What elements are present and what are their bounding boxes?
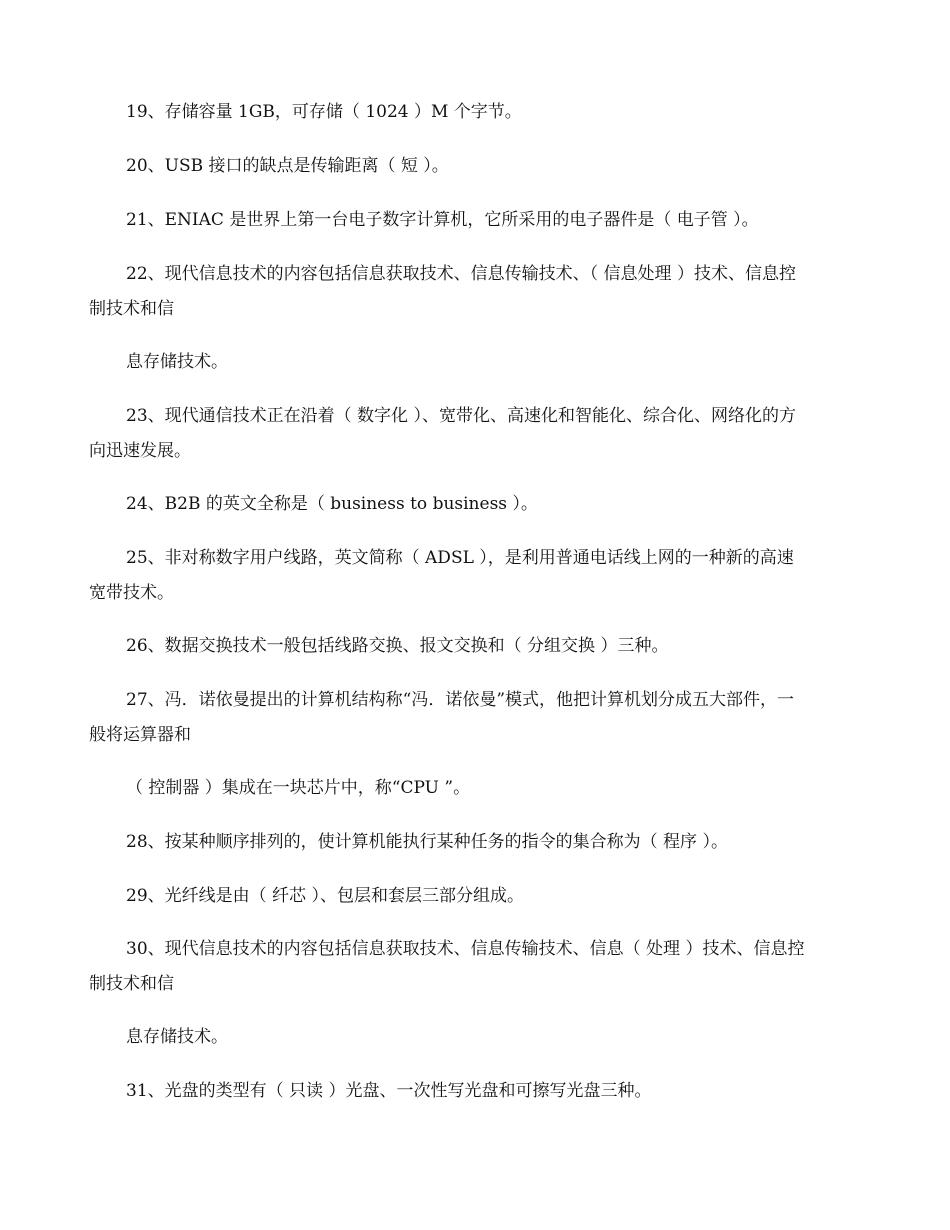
item-27-line-3: （ 控制器 ）集成在一块芯片中，称“CPU ”。 [126, 778, 471, 798]
item-29: 29、光纤线是由（ 纤芯 ）、包层和套层三部分组成。 [126, 886, 524, 906]
item-31: 31、光盘的类型有（ 只读 ）光盘、一次性写光盘和可擦写光盘三种。 [126, 1081, 652, 1101]
item-19: 19、存储容量 1GB，可存储（ 1024 ）M 个字节。 [126, 102, 522, 122]
item-24: 24、B2B 的英文全称是（ business to business ）。 [126, 494, 538, 514]
item-23-line-2: 向迅速发展。 [89, 441, 191, 461]
item-20: 20、USB 接口的缺点是传输距离（ 短 ）。 [126, 156, 449, 176]
item-22-line-3: 息存储技术。 [126, 352, 228, 372]
item-22-line-1: 22、现代信息技术的内容包括信息获取技术、信息传输技术、（ 信息处理 ）技术、信息控 [126, 264, 796, 284]
item-22-line-2: 制技术和信 [89, 299, 174, 319]
item-30-line-3: 息存储技术。 [126, 1027, 228, 1047]
item-21: 21、ENIAC 是世界上第一台电子数字计算机，它所采用的电子器件是（ 电子管 ）。 [126, 210, 759, 230]
item-27-line-1: 27、冯．诺依曼提出的计算机结构称“冯．诺依曼”模式，他把计算机划分成五大部件，一 [126, 690, 795, 710]
item-25-line-1: 25、非对称数字用户线路，英文简称（ ADSL ），是利用普通电话线上网的一种新的高速 [126, 548, 794, 568]
item-23-line-1: 23、现代通信技术正在沿着（ 数字化 ）、宽带化、高速化和智能化、综合化、网络化的方 [126, 406, 796, 426]
item-30-line-1: 30、现代信息技术的内容包括信息获取技术、信息传输技术、信息（ 处理 ）技术、信息控 [126, 939, 805, 959]
item-28: 28、按某种顺序排列的，使计算机能执行某种任务的指令的集合称为（ 程序 ）。 [126, 832, 728, 852]
item-30-line-2: 制技术和信 [89, 974, 174, 994]
item-26: 26、数据交换技术一般包括线路交换、报文交换和（ 分组交换 ）三种。 [126, 636, 669, 656]
item-27-line-2: 般将运算器和 [89, 725, 191, 745]
item-25-line-2: 宽带技术。 [89, 583, 174, 603]
